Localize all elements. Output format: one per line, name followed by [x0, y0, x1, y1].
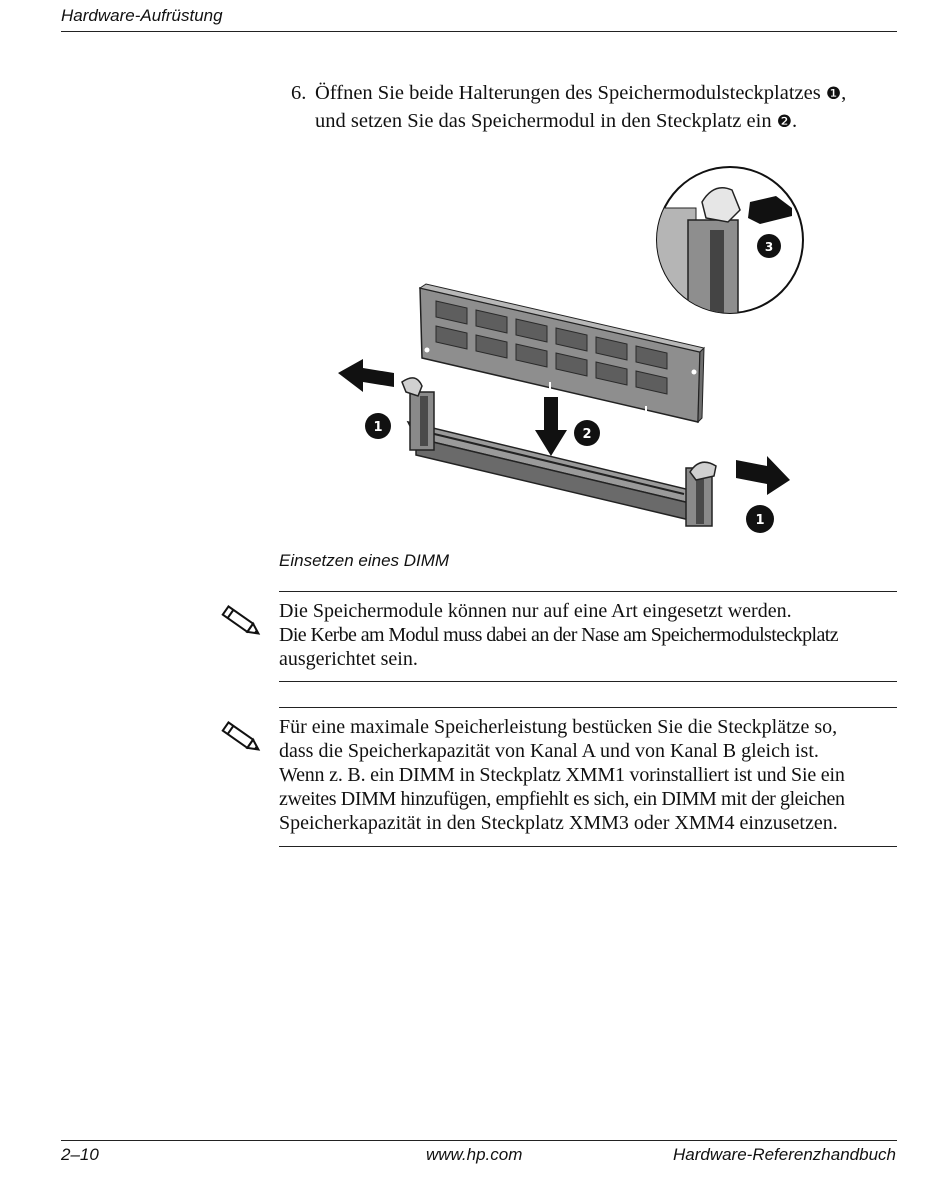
marker-1: ❶ — [825, 84, 842, 104]
note-2-line-2: dass die Speicherkapazität von Kanal A und von Kanal B gleich ist. — [279, 740, 819, 762]
callout-2 — [574, 420, 600, 446]
marker-2: ❷ — [776, 112, 792, 132]
note-2-top-rule — [279, 707, 897, 708]
svg-text:1: 1 — [373, 420, 383, 435]
pencil-icon — [220, 603, 264, 641]
note-1-line-2: Die Kerbe am Modul muss dabei an der Nase am Speichermodulsteckplatz — [279, 624, 839, 646]
arrow-right-icon — [736, 456, 790, 495]
svg-text:3: 3 — [764, 240, 774, 254]
pencil-icon — [220, 719, 264, 757]
note-1-top-rule — [279, 591, 897, 592]
arrow-left-icon — [338, 359, 394, 392]
note-2-line-1: Für eine maximale Speicherleistung bestücken Sie die Steckplätze so, — [279, 716, 838, 738]
svg-text:2: 2 — [582, 427, 592, 442]
note-1 — [279, 599, 899, 671]
note-1-line-1: Die Speichermodule können nur auf eine Art eingesetzt werden. — [279, 600, 792, 622]
note-2-bottom-rule — [279, 846, 897, 847]
note-2-line-4: zweites DIMM hinzufügen, empfiehlt es sich, ein DIMM mit der gleichen — [279, 788, 845, 810]
arrow-down-icon — [535, 397, 567, 456]
callout-3 — [757, 234, 781, 258]
step-line-2: und setzen Sie das Speichermodul in den Steckplatz ein ❷. — [315, 110, 798, 132]
step-line-1: 6. Öffnen Sie beide Halterungen des Speichermodulsteckplatzes ❶, — [291, 80, 911, 108]
note-1-bottom-rule — [279, 681, 897, 682]
dimm-illustration — [330, 160, 810, 555]
step-number: 6. — [291, 82, 307, 104]
note-2 — [279, 715, 899, 835]
note-2-line-3: Wenn z. B. ein DIMM in Steckplatz XMM1 vorinstalliert ist und Sie ein — [279, 764, 845, 786]
callout-1-right — [746, 505, 774, 533]
dimm-module — [420, 284, 704, 422]
footer-url: www.hp.com — [426, 1145, 523, 1164]
figure-caption: Einsetzen eines DIMM — [279, 551, 450, 570]
footer-title: Hardware-Referenzhandbuch — [672, 1145, 896, 1164]
callout-1-left — [365, 413, 391, 439]
left-latch — [402, 378, 434, 450]
svg-text:1: 1 — [755, 513, 765, 528]
right-latch — [686, 462, 716, 526]
running-header: Hardware-Aufrüstung — [61, 6, 223, 25]
header-rule — [61, 31, 897, 32]
footer-rule — [61, 1140, 897, 1141]
page-number: 2–10 — [61, 1145, 99, 1164]
note-1-line-3: ausgerichtet sein. — [279, 648, 418, 670]
step-6 — [291, 80, 911, 136]
note-2-line-5: Speicherkapazität in den Steckplatz XMM3 oder XMM4 einzusetzen. — [279, 812, 838, 834]
